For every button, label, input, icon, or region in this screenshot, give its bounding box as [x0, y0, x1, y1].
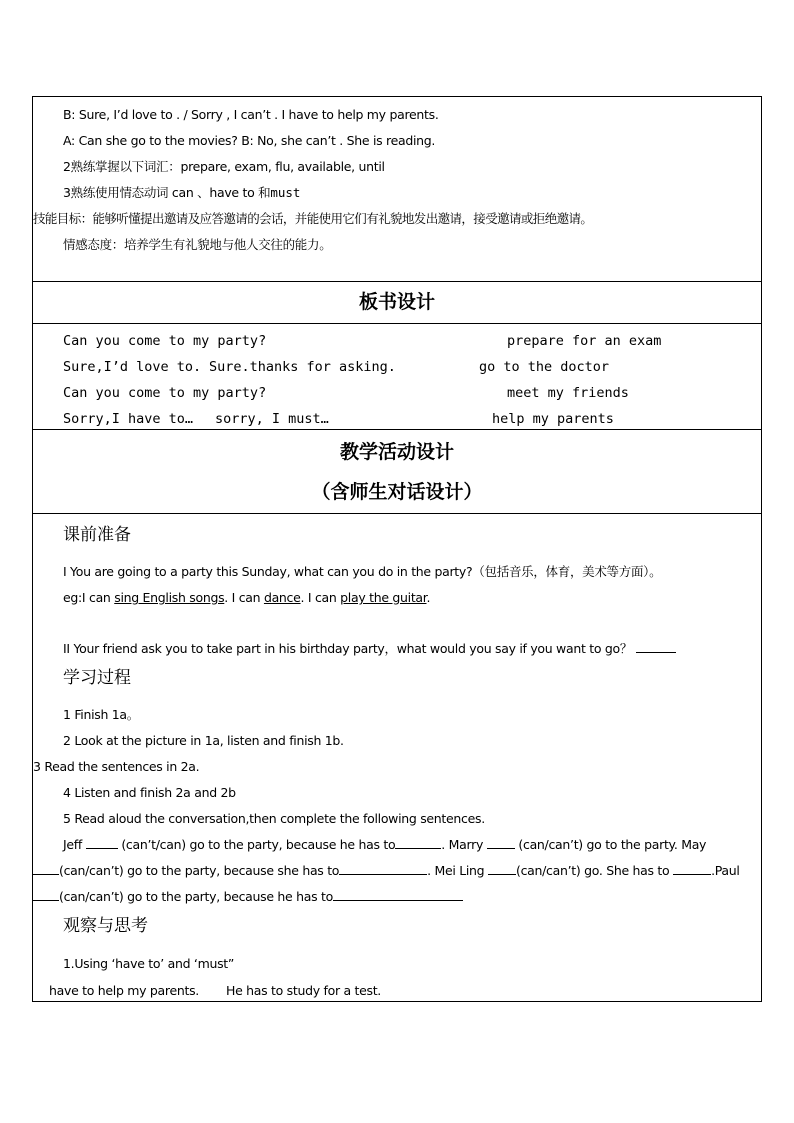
board-heading-cell	[33, 282, 761, 323]
activity-heading-cell	[33, 430, 761, 513]
answer-blank	[673, 863, 711, 875]
answer-blank	[488, 863, 516, 875]
answer-blank	[636, 641, 676, 653]
skill-goal-line: 技能目标：能够听懂提出邀请及应答邀请的会话，并能使用它们有礼貌地发出邀请，接受邀请或拒绝邀请。	[33, 211, 593, 226]
observe-line-1: 1.Using ‘have to’ and ‘must”	[63, 956, 235, 971]
prep-question-1: I You are going to a party this Sunday, what can you do in the party?（包括音乐，体育，美术等方面）。	[63, 564, 662, 579]
objective-line-2: A: Can she go to the movies? B: No, she can’t . She is reading.	[63, 133, 436, 148]
objectives-cell	[33, 97, 761, 281]
emotion-goal-line: 情感态度：培养学生有礼貌地与他人交往的能力。	[63, 237, 332, 252]
answer-blank	[86, 837, 118, 849]
example-line: eg:I can sing English songs. I can dance. I can play the guitar.	[63, 590, 431, 605]
objective-line-4: 3熟练使用情态动词 can 、have to 和must	[63, 185, 301, 200]
answer-blank	[487, 837, 515, 849]
step-2: 2 Look at the picture in 1a, listen and finish 1b.	[63, 733, 344, 748]
step-3: 3 Read the sentences in 2a.	[33, 759, 200, 774]
step-1: 1 Finish 1a。	[63, 707, 139, 722]
prep-question-2: II Your friend ask you to take part in his birthday party，what would you say if you want to go？	[63, 641, 676, 657]
board-line: help my parents	[492, 411, 614, 427]
board-line: Can you come to my party?	[63, 333, 267, 349]
process-title: 学习过程	[63, 668, 131, 688]
step-4: 4 Listen and finish 2a and 2b	[63, 785, 236, 800]
board-line: Sure.thanks for asking.	[209, 359, 396, 375]
main-content-cell	[33, 514, 761, 1001]
objective-line-1: B: Sure, I’d love to . / Sorry , I can’t . I have to help my parents.	[63, 107, 439, 122]
board-line: Can you come to my party?	[63, 385, 267, 401]
board-content-cell	[33, 324, 761, 429]
fill-line-3: (can/can’t) go to the party, because he has to	[33, 889, 463, 905]
fill-line-2: (can/can’t) go to the party, because she has to . Mei Ling (can/can’t) go. She has to .Paul	[33, 863, 740, 879]
observe-line-2b: He has to study for a test.	[226, 983, 381, 998]
activity-heading: 教学活动设计	[339, 441, 454, 463]
board-heading: 板书设计	[358, 291, 435, 313]
board-line: go to the doctor	[479, 359, 610, 375]
lesson-plan-table	[32, 96, 762, 1002]
answer-blank	[339, 863, 427, 875]
activity-subheading: （含师生对话设计）	[311, 481, 483, 503]
answer-blank	[33, 863, 59, 875]
step-5: 5 Read aloud the conversation,then complete the following sentences.	[63, 811, 485, 826]
answer-blank	[395, 837, 441, 849]
board-line: prepare for an exam	[507, 333, 662, 349]
board-line: Sorry,I have to…	[63, 411, 194, 427]
board-line: sorry, I must…	[215, 411, 329, 427]
observe-title: 观察与思考	[63, 916, 148, 936]
objective-line-3: 2熟练掌握以下词汇：prepare, exam, flu, available, until	[63, 159, 385, 174]
fill-line-1: Jeff (can’t/can) go to the party, because he has to . Marry (can/can’t) go to the party. May	[63, 837, 707, 852]
answer-blank	[33, 889, 59, 901]
board-line: meet my friends	[507, 385, 629, 401]
observe-line-2a: have to help my parents.	[49, 983, 199, 998]
prep-title: 课前准备	[63, 525, 131, 545]
board-line: Sure,I’d love to.	[63, 359, 202, 375]
answer-blank	[333, 889, 463, 901]
